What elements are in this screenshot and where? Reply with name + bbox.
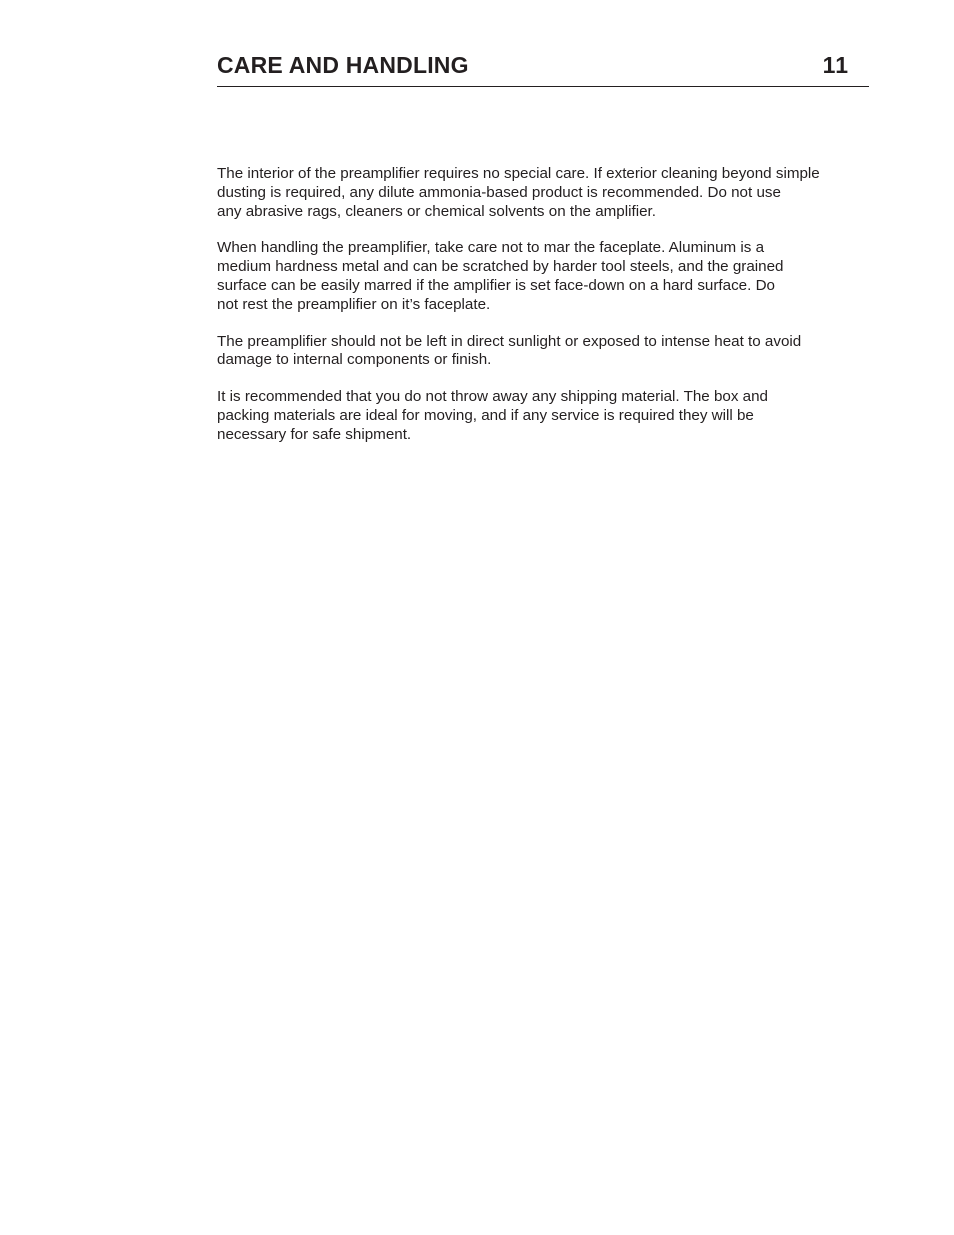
page-title: CARE AND HANDLING xyxy=(217,52,469,78)
paragraph-line: packing materials are ideal for moving, and if any service is required they will be xyxy=(217,406,754,424)
paragraph-sunlight xyxy=(217,333,897,371)
paragraph-line: damage to internal components or finish. xyxy=(217,351,492,369)
paragraph-line: dusting is required, any dilute ammonia-based product is recommended. Do not use xyxy=(217,183,781,201)
paragraph-shipping xyxy=(217,388,897,444)
paragraph-line: The interior of the preamplifier requires no special care. If exterior cleaning beyond simple xyxy=(217,165,820,182)
body-text xyxy=(217,165,897,463)
paragraph-line: medium hardness metal and can be scratched by harder tool steels, and the grained xyxy=(217,258,784,276)
paragraph-line: any abrasive rags, cleaners or chemical solvents on the amplifier. xyxy=(217,202,656,220)
paragraph-line: not rest the preamplifier on it’s faceplate. xyxy=(217,295,491,313)
paragraph-cleaning xyxy=(217,165,897,221)
page-header xyxy=(217,50,869,87)
paragraph-line: surface can be easily marred if the amplifier is set face-down on a hard surface. Do xyxy=(217,276,775,294)
paragraph-line: When handling the preamplifier, take care not to mar the faceplate. Aluminum is a xyxy=(217,239,765,257)
paragraph-line: It is recommended that you do not throw away any shipping material. The box and xyxy=(217,388,768,406)
page-number: 11 xyxy=(822,52,849,78)
paragraph-handling xyxy=(217,239,897,314)
paragraph-line: necessary for safe shipment. xyxy=(217,425,412,443)
paragraph-line: The preamplifier should not be left in direct sunlight or exposed to intense heat to avoid xyxy=(217,332,802,350)
